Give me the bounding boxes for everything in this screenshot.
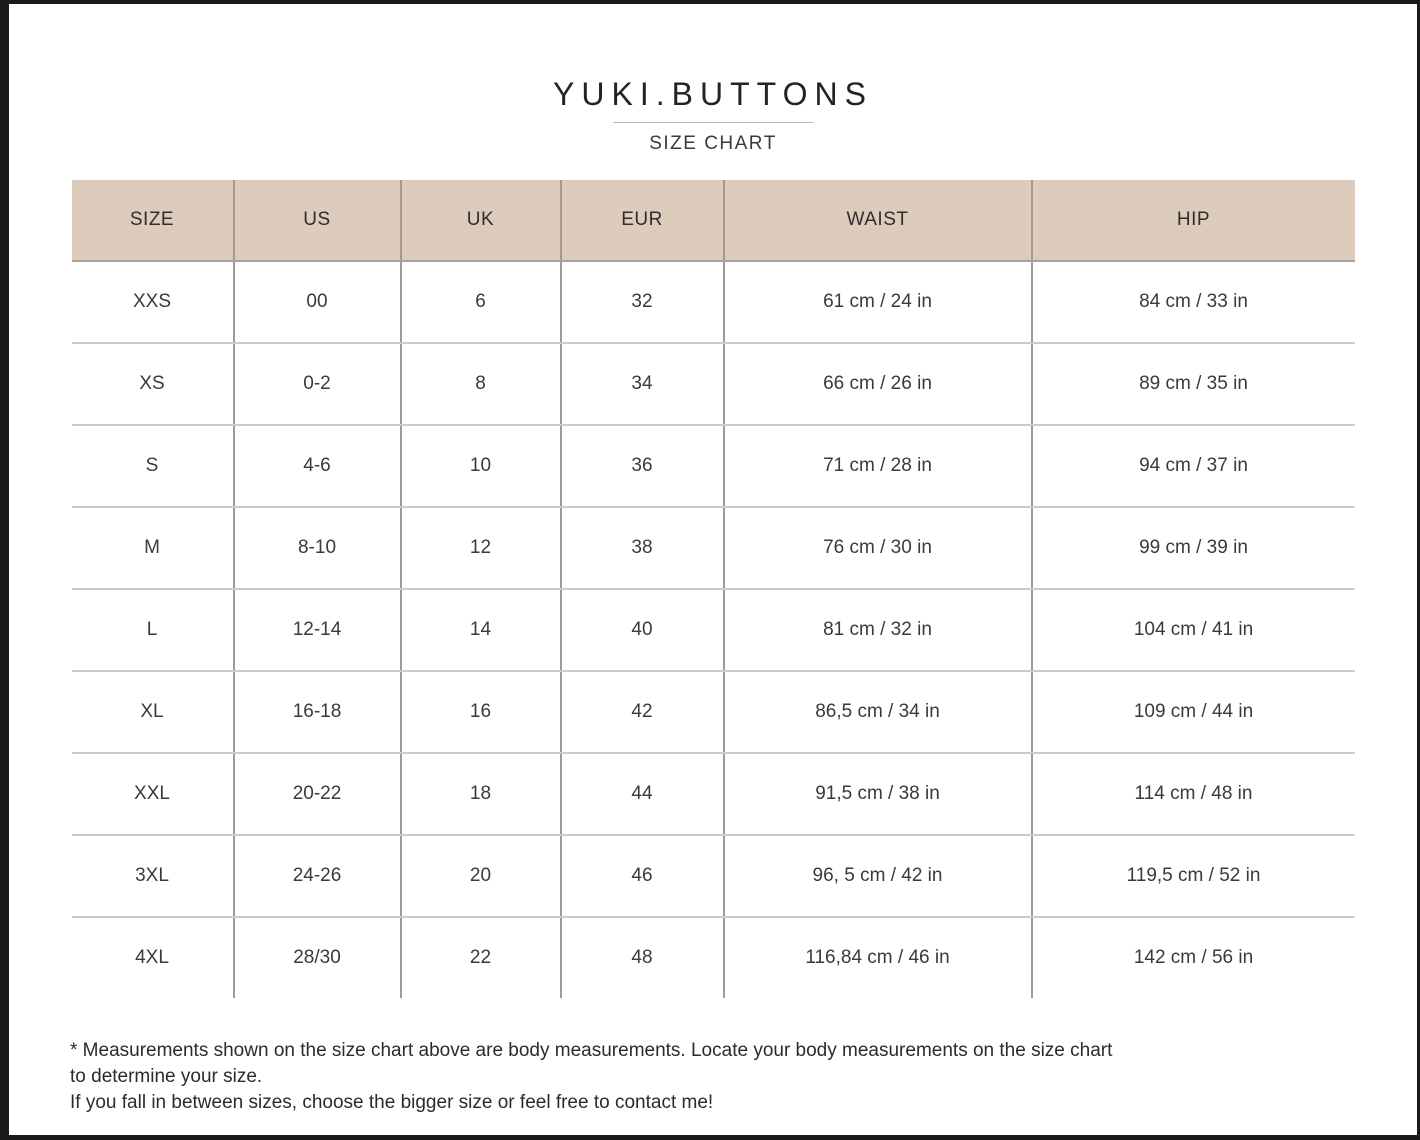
cell-l-uk: 14 [401,589,561,671]
cell-4xl-size: 4XL [72,917,234,998]
cell-m-hip: 99 cm / 39 in [1032,507,1355,589]
cell-4xl-waist: 116,84 cm / 46 in [724,917,1032,998]
table-row-xxl [72,753,1355,835]
note-line-1: * Measurements shown on the size chart above are body measurements. Locate your body measurements on the size chart [70,1039,1113,1061]
cell-s-size: S [72,425,234,507]
column-header-uk: UK [401,180,561,261]
cell-4xl-us: 28/30 [234,917,401,998]
cell-xxl-size: XXL [72,753,234,835]
cell-s-eur: 36 [561,425,724,507]
column-header-waist: WAIST [724,180,1032,261]
cell-m-uk: 12 [401,507,561,589]
cell-l-size: L [72,589,234,671]
measurement-notes [70,1038,1362,1116]
cell-3xl-uk: 20 [401,835,561,917]
cell-xxs-size: XXS [72,261,234,343]
brand-title: YUKI.BUTTONS [553,76,873,112]
cell-xxs-eur: 32 [561,261,724,343]
page-subtitle: SIZE CHART [649,133,777,154]
cell-xs-us: 0-2 [234,343,401,425]
table-row-xxs [72,261,1355,343]
cell-xxs-uk: 6 [401,261,561,343]
cell-m-size: M [72,507,234,589]
column-header-hip: HIP [1032,180,1355,261]
cell-xs-size: XS [72,343,234,425]
cell-xxl-us: 20-22 [234,753,401,835]
column-header-eur: EUR [561,180,724,261]
cell-3xl-size: 3XL [72,835,234,917]
cell-l-us: 12-14 [234,589,401,671]
column-header-us: US [234,180,401,261]
cell-3xl-waist: 96, 5 cm / 42 in [724,835,1032,917]
cell-xxs-waist: 61 cm / 24 in [724,261,1032,343]
cell-xxs-us: 00 [234,261,401,343]
cell-4xl-hip: 142 cm / 56 in [1032,917,1355,998]
cell-l-eur: 40 [561,589,724,671]
size-chart-page [9,4,1417,1135]
cell-xs-hip: 89 cm / 35 in [1032,343,1355,425]
cell-xxl-uk: 18 [401,753,561,835]
cell-xxl-hip: 114 cm / 48 in [1032,753,1355,835]
note-line-3: If you fall in between sizes, choose the bigger size or feel free to contact me! [70,1091,714,1113]
cell-xl-eur: 42 [561,671,724,753]
cell-3xl-hip: 119,5 cm / 52 in [1032,835,1355,917]
cell-m-waist: 76 cm / 30 in [724,507,1032,589]
cell-xxl-waist: 91,5 cm / 38 in [724,753,1032,835]
size-table-body [72,261,1355,998]
cell-m-us: 8-10 [234,507,401,589]
table-row-4xl [72,917,1355,998]
cell-l-hip: 104 cm / 41 in [1032,589,1355,671]
cell-s-waist: 71 cm / 28 in [724,425,1032,507]
note-line-2: to determine your size. [70,1065,263,1087]
table-row-3xl [72,835,1355,917]
cell-3xl-us: 24-26 [234,835,401,917]
size-table [72,180,1355,998]
column-header-size: SIZE [72,180,234,261]
cell-4xl-eur: 48 [561,917,724,998]
table-row-xl [72,671,1355,753]
table-row-l [72,589,1355,671]
cell-xl-size: XL [72,671,234,753]
cell-m-eur: 38 [561,507,724,589]
cell-xs-uk: 8 [401,343,561,425]
cell-s-uk: 10 [401,425,561,507]
cell-4xl-uk: 22 [401,917,561,998]
cell-xl-us: 16-18 [234,671,401,753]
cell-xl-uk: 16 [401,671,561,753]
cell-s-us: 4-6 [234,425,401,507]
table-row-xs [72,343,1355,425]
cell-xl-hip: 109 cm / 44 in [1032,671,1355,753]
table-row-s [72,425,1355,507]
cell-l-waist: 81 cm / 32 in [724,589,1032,671]
size-table-header-row [72,180,1355,261]
brand-divider [613,122,813,123]
cell-xs-waist: 66 cm / 26 in [724,343,1032,425]
cell-3xl-eur: 46 [561,835,724,917]
cell-xs-eur: 34 [561,343,724,425]
cell-s-hip: 94 cm / 37 in [1032,425,1355,507]
cell-xl-waist: 86,5 cm / 34 in [724,671,1032,753]
cell-xxs-hip: 84 cm / 33 in [1032,261,1355,343]
table-row-m [72,507,1355,589]
cell-xxl-eur: 44 [561,753,724,835]
